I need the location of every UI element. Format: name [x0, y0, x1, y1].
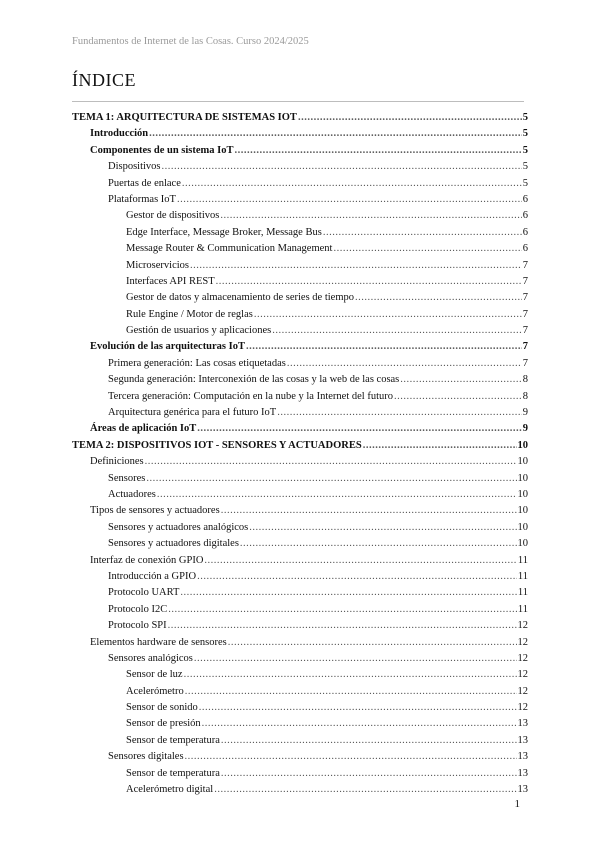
toc-entry[interactable] [72, 274, 528, 290]
toc-entry-title: Interfaz de conexión GPIO [90, 554, 204, 566]
toc-entry[interactable] [72, 176, 528, 192]
table-of-contents [72, 110, 528, 798]
toc-dot-leader [199, 700, 517, 716]
toc-entry[interactable] [72, 585, 528, 601]
toc-entry-page: 13 [517, 734, 528, 746]
toc-entry-title: Introducción [90, 128, 149, 140]
toc-entry[interactable] [72, 126, 528, 142]
toc-entry[interactable] [72, 733, 528, 749]
toc-entry-page: 11 [517, 570, 528, 582]
toc-entry[interactable] [72, 438, 528, 454]
toc-entry-title: Interfaces API REST [126, 275, 215, 287]
toc-entry[interactable] [72, 192, 528, 208]
toc-dot-leader [249, 520, 516, 536]
toc-entry-page: 7 [522, 275, 528, 287]
toc-entry-page: 9 [522, 407, 528, 419]
toc-entry-title: Segunda generación: Interconexión de las cosas y la web de las cosas [108, 374, 400, 386]
toc-entry[interactable] [72, 520, 528, 536]
toc-dot-leader [202, 716, 517, 732]
toc-entry-title: Tipos de sensores y actuadores [90, 505, 220, 517]
toc-entry-page: 12 [517, 620, 528, 632]
toc-entry-page: 10 [517, 505, 528, 517]
toc-entry-page: 7 [522, 259, 528, 271]
toc-entry-title: TEMA 2: DISPOSITIVOS IOT - SENSORES Y ACTUADORES [72, 439, 362, 451]
toc-entry[interactable] [72, 553, 528, 569]
toc-dot-leader [220, 208, 521, 224]
toc-dot-leader [221, 503, 517, 519]
toc-entry-page: 13 [517, 751, 528, 763]
toc-entry-page: 5 [522, 128, 528, 140]
toc-entry-page: 10 [517, 456, 528, 468]
toc-entry-page: 8 [522, 374, 528, 386]
toc-entry-title: Sensores analógicos [108, 652, 193, 664]
toc-entry-title: Dispositivos [108, 161, 161, 173]
toc-dot-leader [216, 274, 522, 290]
toc-entry[interactable] [72, 618, 528, 634]
toc-dot-leader [333, 241, 521, 257]
toc-entry-title: Sensores y actuadores digitales [108, 538, 239, 550]
toc-entry-title: Sensor de luz [126, 669, 183, 681]
toc-entry[interactable] [72, 471, 528, 487]
toc-dot-leader [149, 126, 522, 142]
toc-dot-leader [363, 438, 517, 454]
toc-entry-title: Elementos hardware de sensores [90, 636, 227, 648]
toc-entry-title: Edge Interface, Message Broker, Message Bus [126, 226, 322, 238]
toc-entry-page: 12 [517, 702, 528, 714]
toc-entry[interactable] [72, 651, 528, 667]
toc-entry[interactable] [72, 503, 528, 519]
toc-entry-page: 5 [522, 144, 528, 156]
toc-entry-title: Sensores y actuadores analógicos [108, 521, 249, 533]
toc-entry-title: Gestión de usuarios y aplicaciones [126, 325, 272, 337]
toc-entry-title: Rule Engine / Motor de reglas [126, 308, 253, 320]
toc-entry-title: Sensores digitales [108, 751, 184, 763]
toc-entry[interactable] [72, 159, 528, 175]
toc-entry[interactable] [72, 684, 528, 700]
toc-dot-leader [197, 421, 521, 437]
toc-entry-title: Introducción a GPIO [108, 570, 197, 582]
toc-entry-title: Definiciones [90, 456, 144, 468]
toc-entry[interactable] [72, 339, 528, 355]
toc-entry-title: Sensor de temperatura [126, 767, 220, 779]
toc-dot-leader [221, 733, 517, 749]
toc-entry[interactable] [72, 569, 528, 585]
toc-entry-page: 12 [517, 685, 528, 697]
toc-entry-title: Gestor de dispositivos [126, 210, 220, 222]
toc-entry[interactable] [72, 405, 528, 421]
toc-entry-title: Plataformas IoT [108, 193, 176, 205]
toc-entry-page: 7 [522, 357, 528, 369]
toc-entry[interactable] [72, 143, 528, 159]
toc-dot-leader [214, 782, 516, 798]
toc-dot-leader [184, 667, 517, 683]
toc-entry[interactable] [72, 635, 528, 651]
toc-dot-leader [157, 487, 517, 503]
toc-entry-title: Protocolo UART [108, 587, 180, 599]
toc-dot-leader [162, 159, 522, 175]
toc-dot-leader [254, 307, 522, 323]
toc-entry[interactable] [72, 454, 528, 470]
toc-entry-title: Microservicios [126, 259, 189, 271]
toc-dot-leader [180, 585, 516, 601]
toc-entry-page: 6 [522, 193, 528, 205]
toc-dot-leader [197, 569, 517, 585]
toc-dot-leader [298, 110, 522, 126]
toc-entry-title: Áreas de aplicación IoT [90, 423, 197, 435]
toc-entry-title: Arquitectura genérica para el futuro IoT [108, 407, 277, 419]
toc-dot-leader [287, 356, 522, 372]
toc-entry[interactable] [72, 372, 528, 388]
toc-entry-page: 11 [517, 587, 528, 599]
toc-entry-page: 6 [522, 226, 528, 238]
toc-dot-leader [185, 684, 517, 700]
toc-entry-page: 10 [517, 472, 528, 484]
toc-dot-leader [168, 602, 517, 618]
toc-dot-leader [194, 651, 517, 667]
toc-entry-page: 12 [517, 652, 528, 664]
toc-entry-page: 10 [517, 439, 528, 451]
toc-dot-leader [355, 290, 522, 306]
toc-entry-page: 10 [517, 538, 528, 550]
toc-entry[interactable] [72, 667, 528, 683]
page-number: 1 [514, 798, 520, 810]
toc-entry[interactable] [72, 700, 528, 716]
toc-dot-leader [277, 405, 522, 421]
toc-entry[interactable] [72, 258, 528, 274]
running-header: Fundamentos de Internet de las Cosas. Curso 2024/2025 [72, 36, 309, 47]
toc-entry-page: 13 [517, 767, 528, 779]
toc-entry-page: 12 [517, 636, 528, 648]
toc-entry-title: Actuadores [108, 488, 156, 500]
toc-dot-leader [323, 225, 522, 241]
toc-entry-title: Message Router & Communication Management [126, 243, 333, 255]
toc-entry[interactable] [72, 323, 528, 339]
toc-entry-page: 9 [522, 423, 528, 435]
toc-entry-title: Sensor de sonido [126, 702, 198, 714]
toc-entry-page: 8 [522, 390, 528, 402]
toc-entry-page: 12 [517, 669, 528, 681]
toc-entry-page: 7 [522, 292, 528, 304]
toc-entry-page: 7 [522, 341, 528, 353]
toc-entry[interactable] [72, 389, 528, 405]
toc-entry-title: TEMA 1: ARQUITECTURA DE SISTEMAS IOT [72, 112, 297, 123]
toc-dot-leader [190, 258, 522, 274]
title-divider [72, 101, 524, 102]
toc-dot-leader [221, 766, 517, 782]
toc-entry-page: 11 [517, 554, 528, 566]
toc-entry-page: 6 [522, 243, 528, 255]
toc-entry[interactable] [72, 602, 528, 618]
toc-entry-title: Sensor de temperatura [126, 734, 220, 746]
toc-entry[interactable] [72, 421, 528, 437]
toc-entry-title: Tercera generación: Computación en la nube y la Internet del futuro [108, 390, 393, 402]
toc-dot-leader [177, 192, 522, 208]
toc-entry-title: Acelerómetro [126, 685, 184, 697]
toc-dot-leader [246, 339, 522, 355]
toc-dot-leader [394, 389, 522, 405]
toc-entry-page: 5 [522, 161, 528, 173]
toc-entry-title: Componentes de un sistema IoT [90, 144, 234, 156]
toc-entry-title: Acelerómetro digital [126, 784, 214, 796]
toc-dot-leader [228, 635, 517, 651]
toc-dot-leader [145, 454, 517, 470]
toc-entry-page: 5 [522, 177, 528, 189]
toc-entry[interactable] [72, 749, 528, 765]
toc-entry-title: Sensores [108, 472, 146, 484]
toc-dot-leader [400, 372, 521, 388]
toc-entry-page: 13 [517, 784, 528, 796]
toc-entry-page: 6 [522, 210, 528, 222]
toc-dot-leader [185, 749, 517, 765]
toc-entry[interactable] [72, 487, 528, 503]
toc-entry-page: 10 [517, 521, 528, 533]
toc-entry[interactable] [72, 716, 528, 732]
toc-entry[interactable] [72, 208, 528, 224]
toc-entry-title: Protocolo I2C [108, 603, 168, 615]
toc-entry-title: Puertas de enlace [108, 177, 181, 189]
toc-dot-leader [182, 176, 522, 192]
toc-entry[interactable] [72, 110, 528, 126]
toc-dot-leader [272, 323, 522, 339]
toc-dot-leader [146, 471, 516, 487]
toc-entry-title: Gestor de datos y almacenamiento de series de tiempo [126, 292, 355, 304]
toc-entry[interactable] [72, 782, 528, 798]
toc-entry-page: 5 [522, 112, 528, 123]
toc-entry-page: 10 [517, 488, 528, 500]
toc-dot-leader [204, 553, 516, 569]
toc-entry-title: Primera generación: Las cosas etiquetadas [108, 357, 286, 369]
page-title: ÍNDICE [72, 70, 136, 90]
toc-entry[interactable] [72, 536, 528, 552]
toc-entry-page: 11 [517, 603, 528, 615]
toc-entry-title: Sensor de presión [126, 718, 201, 730]
toc-entry[interactable] [72, 356, 528, 372]
toc-entry-title: Evolución de las arquitecturas IoT [90, 341, 245, 353]
toc-entry[interactable] [72, 307, 528, 323]
toc-entry[interactable] [72, 225, 528, 241]
toc-entry[interactable] [72, 241, 528, 257]
toc-entry-page: 7 [522, 308, 528, 320]
toc-dot-leader [168, 618, 517, 634]
toc-dot-leader [235, 143, 522, 159]
toc-entry[interactable] [72, 290, 528, 306]
toc-dot-leader [240, 536, 517, 552]
toc-entry-page: 13 [517, 718, 528, 730]
toc-entry[interactable] [72, 766, 528, 782]
toc-entry-page: 7 [522, 325, 528, 337]
toc-entry-title: Protocolo SPI [108, 620, 167, 632]
